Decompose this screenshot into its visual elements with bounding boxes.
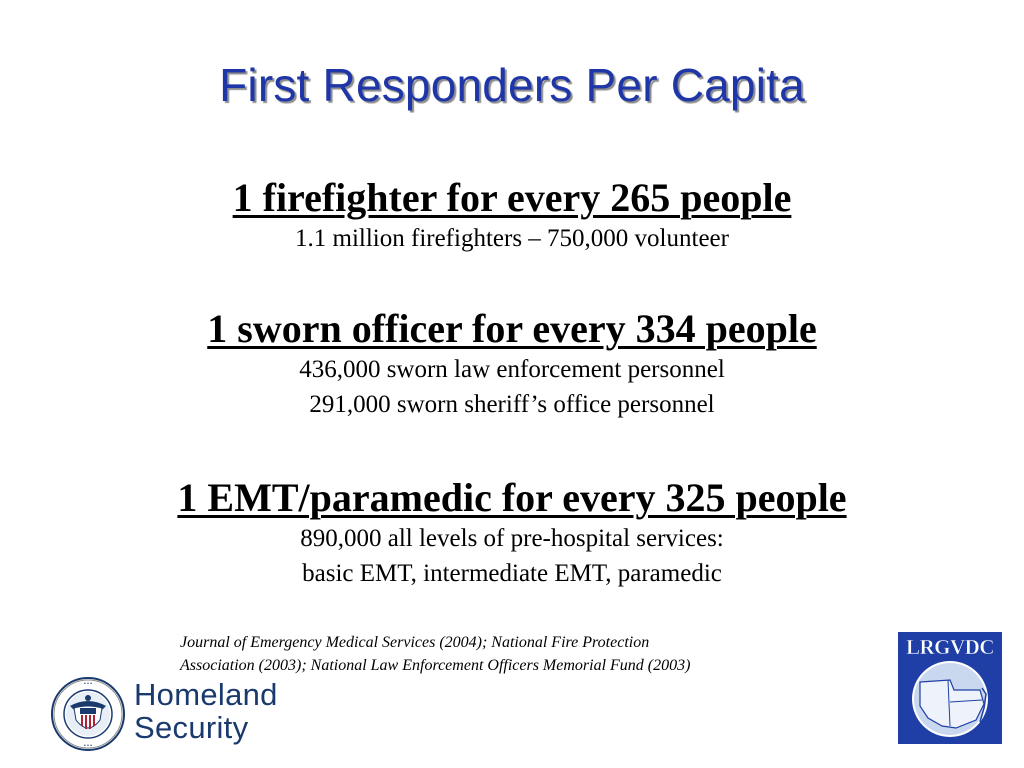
firefighter-headline: 1 firefighter for every 265 people xyxy=(232,175,792,220)
lrgvdc-emblem-icon xyxy=(898,632,1002,744)
firefighter-stat xyxy=(0,175,1024,256)
svg-text:• • •: • • • xyxy=(83,681,93,687)
dhs-word-homeland: Homeland xyxy=(134,677,278,712)
dhs-word-security: Security xyxy=(134,710,249,745)
dhs-wordmark xyxy=(134,678,278,744)
emt-detail-count: 890,000 all levels of pre-hospital services: xyxy=(300,525,724,552)
citation-line-1: Journal of Emergency Medical Services (2004); National Fire Protection xyxy=(180,634,650,651)
emt-stat xyxy=(0,475,1024,591)
svg-text:LRGVDC: LRGVDC xyxy=(905,635,995,659)
source-citation xyxy=(180,631,880,677)
officer-detail-sheriff: 291,000 sworn sheriff’s office personnel xyxy=(309,391,715,418)
slide-title: First Responders Per Capita xyxy=(219,59,805,111)
officer-stat xyxy=(0,306,1024,422)
svg-text:• • •: • • • xyxy=(83,743,93,749)
lrgvdc-logo xyxy=(898,632,1002,744)
citation-line-2: Association (2003); National Law Enforcement Officers Memorial Fund (2003) xyxy=(180,657,691,674)
dhs-seal-icon xyxy=(50,676,126,752)
firefighter-detail: 1.1 million firefighters – 750,000 volunteer xyxy=(295,225,729,252)
officer-headline: 1 sworn officer for every 334 people xyxy=(207,306,817,351)
dhs-logo xyxy=(50,676,310,756)
officer-detail-law-enforcement: 436,000 sworn law enforcement personnel xyxy=(299,356,725,383)
emt-detail-levels: basic EMT, intermediate EMT, paramedic xyxy=(302,560,722,587)
emt-headline: 1 EMT/paramedic for every 325 people xyxy=(177,475,847,520)
